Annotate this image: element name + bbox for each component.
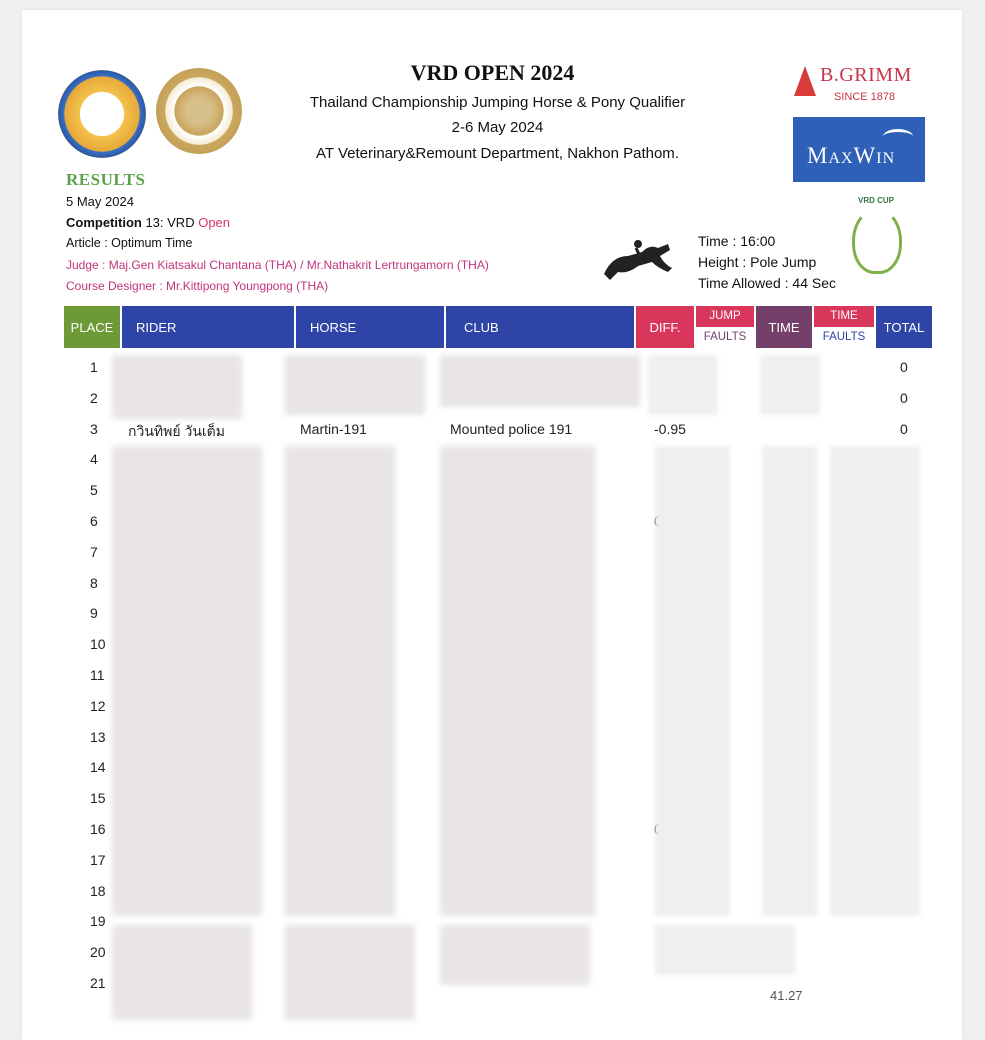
column-header-rider: RIDER — [122, 306, 294, 348]
time-label: TIME — [830, 310, 858, 322]
place-cell: 17 — [90, 851, 106, 868]
column-header-place: PLACE — [64, 306, 120, 348]
column-header-horse: HORSE — [296, 306, 444, 348]
bgrimm-emblem-icon — [794, 66, 816, 96]
club-cell: Mounted police 191 — [450, 420, 573, 437]
row-21-time: 41.27 — [770, 988, 803, 1003]
start-time: Time : 16:00 — [698, 233, 776, 249]
place-cell: 5 — [90, 482, 98, 499]
place-cell: 10 — [90, 636, 106, 653]
place-cell: 13 — [90, 728, 106, 745]
time-faults-label: FAULTS — [814, 327, 874, 348]
event-dates: 2-6 May 2024 — [451, 119, 544, 136]
height-info: Height : Pole Jump — [698, 254, 817, 270]
horse-icon — [883, 129, 913, 144]
bgrimm-name: B.GRIMM — [820, 64, 912, 86]
place-cell: 19 — [90, 913, 106, 930]
event-venue: AT Veterinary&Remount Department, Nakhon Pathom. — [316, 145, 679, 162]
course-designer-line: Course Designer : Mr.Kittipong Youngpong (THA) — [66, 279, 329, 293]
competition-name — [66, 215, 230, 230]
place-cell: 11 — [90, 667, 105, 683]
place-cell: 21 — [90, 975, 106, 991]
place-cell: 8 — [90, 574, 98, 591]
place-cell: 7 — [90, 543, 98, 560]
event-title: VRD OPEN 2024 — [410, 60, 575, 85]
column-header-jump-faults — [696, 306, 754, 348]
rider-cell: กวินทิพย์ วันเต็ม — [128, 422, 225, 439]
competition-label: Competition — [66, 215, 142, 230]
place-cell: 3 — [90, 420, 98, 437]
vrd-cup-logo-icon — [852, 208, 902, 274]
maxwin-name: MaxWin — [807, 143, 896, 168]
column-header-diff: DIFF. — [636, 306, 694, 348]
place-cell: 15 — [90, 790, 106, 807]
place-cell: 4 — [90, 451, 98, 468]
place-cell: 1 — [90, 359, 98, 375]
judge-line: Judge : Maj.Gen Kiatsakul Chantana (THA) / Mr.Nathakrit Lertrungamorn (THA) — [66, 258, 489, 272]
diff-cell: -0.95 — [654, 420, 686, 437]
horse-cell: Martin-191 — [300, 420, 367, 437]
column-header-total: TOTAL — [876, 306, 932, 348]
total-cell: 0 — [900, 359, 908, 375]
place-cell: 14 — [90, 759, 106, 776]
jumping-horse-icon — [598, 234, 676, 286]
bgrimm-since: SINCE 1878 — [834, 91, 896, 103]
competition-open-word: Open — [198, 215, 231, 230]
total-cell: 0 — [900, 420, 908, 437]
total-cell: 0 — [900, 389, 908, 406]
place-cell: 2 — [90, 389, 98, 406]
place-cell: 18 — [90, 882, 106, 899]
jump-label: JUMP — [709, 310, 741, 322]
time-allowed: Time Allowed : 44 Sec — [698, 275, 836, 291]
place-cell: 6 — [90, 513, 98, 529]
competition-date: 5 May 2024 — [66, 194, 134, 209]
jump-faults-label: FAULTS — [696, 327, 754, 348]
column-header-time-faults — [814, 306, 874, 348]
competition-article: Article : Optimum Time — [66, 236, 193, 250]
event-subtitle: Thailand Championship Jumping Horse & Pony Qualifier — [309, 94, 686, 111]
place-cell: 9 — [90, 605, 98, 622]
column-header-time: TIME — [756, 306, 812, 348]
bgrimm-logo — [794, 64, 924, 108]
column-header-club: CLUB — [446, 306, 634, 348]
vrd-cup-label: VRD CUP — [858, 196, 895, 205]
maxwin-logo — [793, 117, 925, 182]
results-heading: RESULTS — [66, 170, 146, 189]
competition-number: 13: VRD — [145, 215, 195, 230]
place-cell: 20 — [90, 944, 106, 961]
place-cell: 16 — [90, 821, 106, 837]
place-cell: 12 — [90, 697, 106, 714]
